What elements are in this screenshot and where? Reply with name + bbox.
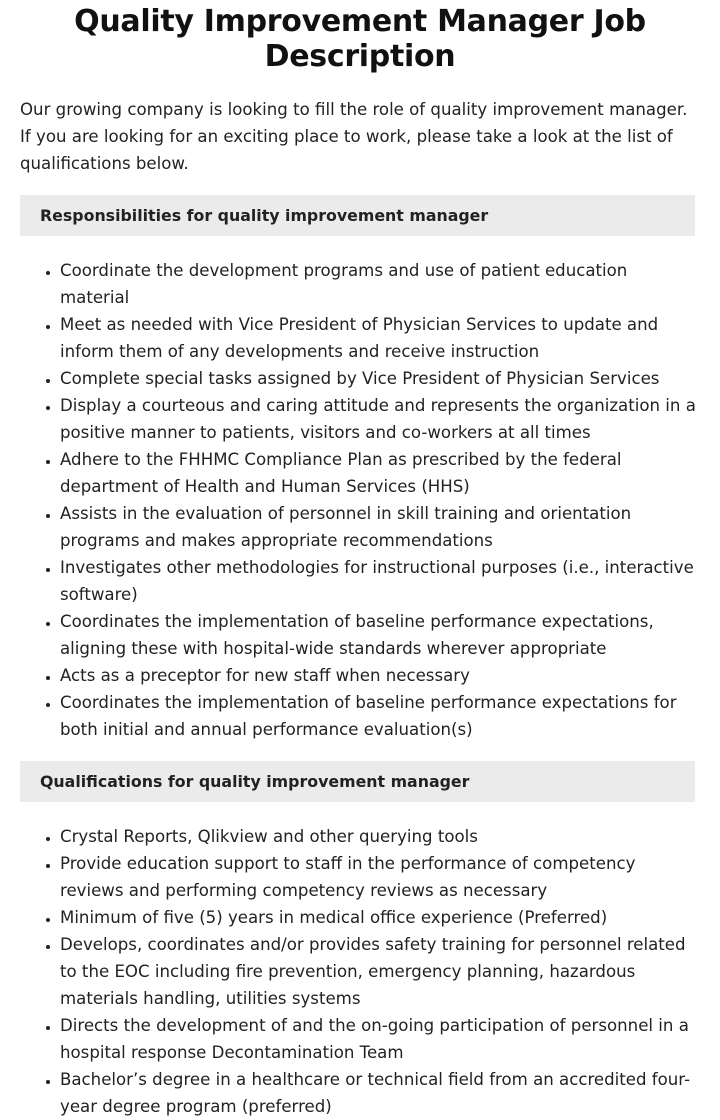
list-item: • Acts as a preceptor for new staff when necessary	[60, 662, 700, 689]
list-item: • Coordinates the implementation of baseline performance expectations for both initial and annual performance evaluation(s)	[60, 689, 700, 743]
list-item: • Investigates other methodologies for instructional purposes (i.e., interactive software)	[60, 554, 700, 608]
responsibilities-heading: Responsibilities for quality improvement manager	[20, 195, 695, 236]
list-item: • Develops, coordinates and/or provides safety training for personnel related to the EOC including fire prevention, emergency planning, hazardous materials handling, utilities systems	[60, 931, 700, 1012]
sections	[0, 195, 720, 1120]
list-item: • Adhere to the FHHMC Compliance Plan as prescribed by the federal department of Health and Human Services (HHS)	[60, 446, 700, 500]
list-item: • Minimum of five (5) years in medical office experience (Preferred)	[60, 904, 700, 931]
list-item: • Assists in the evaluation of personnel in skill training and orientation programs and makes appropriate recommendations	[60, 500, 700, 554]
list-item: • Meet as needed with Vice President of Physician Services to update and inform them of any developments and receive instruction	[60, 311, 700, 365]
list-item: • Directs the development of and the on-going participation of personnel in a hospital response Decontamination Team	[60, 1012, 700, 1066]
list-item: • Display a courteous and caring attitude and represents the organization in a positive manner to patients, visitors and co-workers at all times	[60, 392, 700, 446]
list-item: • Bachelor’s degree in a healthcare or technical field from an accredited four-year degree program (preferred)	[60, 1066, 700, 1120]
list-item: • Coordinates the implementation of baseline performance expectations, aligning these with hospital-wide standards wherever appropriate	[60, 608, 700, 662]
list-item: • Coordinate the development programs and use of patient education material	[60, 257, 700, 311]
responsibilities-list	[0, 257, 700, 743]
page-title: Quality Improvement Manager Job Description	[74, 4, 646, 74]
intro-paragraph: Our growing company is looking to fill the role of quality improvement manager. If you are looking for an exciting place to work, please take a look at the list of qualifications below.	[20, 100, 688, 173]
list-item: • Complete special tasks assigned by Vice President of Physician Services	[60, 365, 700, 392]
list-item: • Provide education support to staff in the performance of competency reviews and performing competency reviews as necessary	[60, 850, 700, 904]
qualifications-list	[0, 823, 700, 1120]
qualifications-heading: Qualifications for quality improvement manager	[20, 761, 695, 802]
list-item: • Crystal Reports, Qlikview and other querying tools	[60, 823, 700, 850]
